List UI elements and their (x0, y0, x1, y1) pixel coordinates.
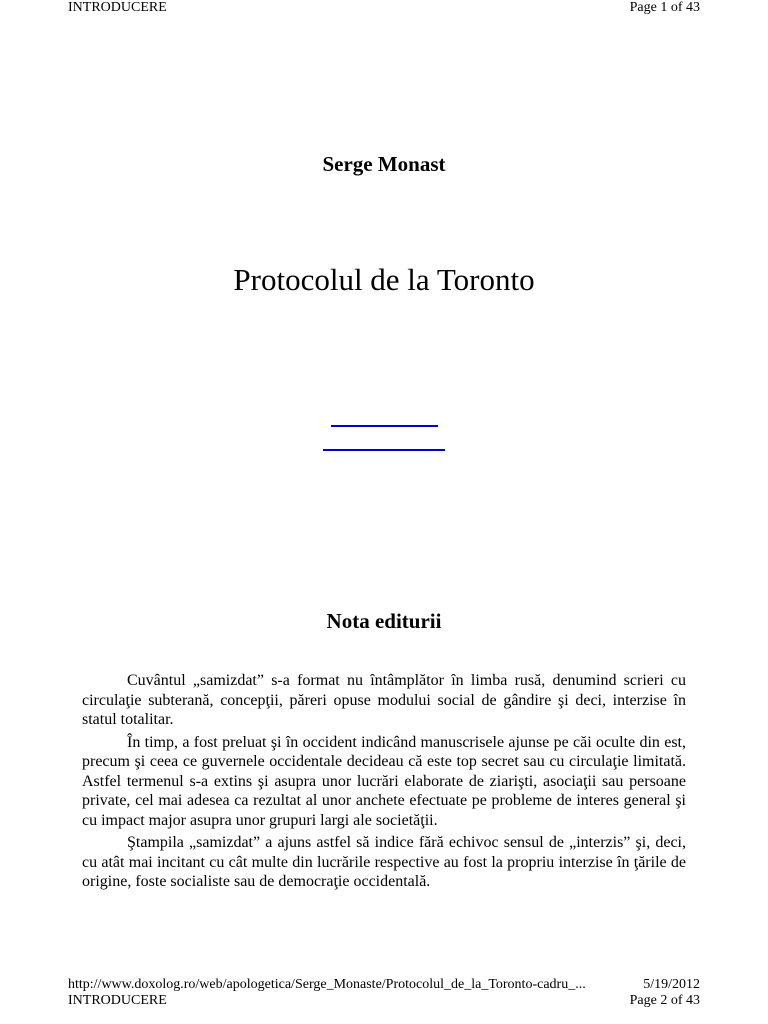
page-header (68, 0, 700, 16)
next-page-header (68, 993, 700, 1009)
paragraph: Ştampila „samizdat” a ajuns astfel să indice fără echivoc sensul de „interzis” şi, deci, cu atât mai incitant cu cât multe din lucrările respective au fost la propriu interzise în ţările de origine, foste socialiste sau de democraţie occidentală. (82, 834, 686, 890)
author-name: Serge Monast (322, 152, 446, 176)
header-page-number: Page 1 of 43 (629, 0, 700, 15)
body-text (82, 671, 686, 895)
document-title: Protocolul de la Toronto (233, 262, 535, 297)
next-header-page-number: Page 2 of 43 (629, 993, 700, 1008)
section-title: Nota editurii (326, 609, 442, 633)
paragraph: În timp, a fost preluat şi în occident indicând manuscrisele ajunse pe căi oculte din est, precum şi ceea ce guvernele occidentale decideau că este top secret sau cu circulaţie limitată. Astfel termenul s-a extins şi asupra unor lucrări elaborate de ziarişti, asociaţii sau persoane private, cel mai adesea ca rezultat al unor anchete efectuate pe probleme de interes general şi cu impact major asupra unor grupuri largi ale societăţii. (82, 733, 686, 829)
page-footer (68, 977, 700, 993)
paragraph: Cuvântul „samizdat” s-a format nu întâmplător în limba rusă, denumind scrieri cu circulaţie subterană, concepţii, păreri opuse modului social de gândire şi deci, interzise în statul totalitar. (82, 672, 686, 728)
footer-url: http://www.doxolog.ro/web/apologetica/Serge_Monaste/Protocolul_de_la_Toronto-cadru_... (68, 977, 586, 992)
next-header-section-label: INTRODUCERE (68, 993, 167, 1008)
hyperlink-underline[interactable] (323, 449, 445, 451)
footer-date: 5/19/2012 (643, 977, 700, 992)
header-section-label: INTRODUCERE (68, 0, 167, 15)
hyperlink-underline[interactable] (331, 425, 438, 427)
